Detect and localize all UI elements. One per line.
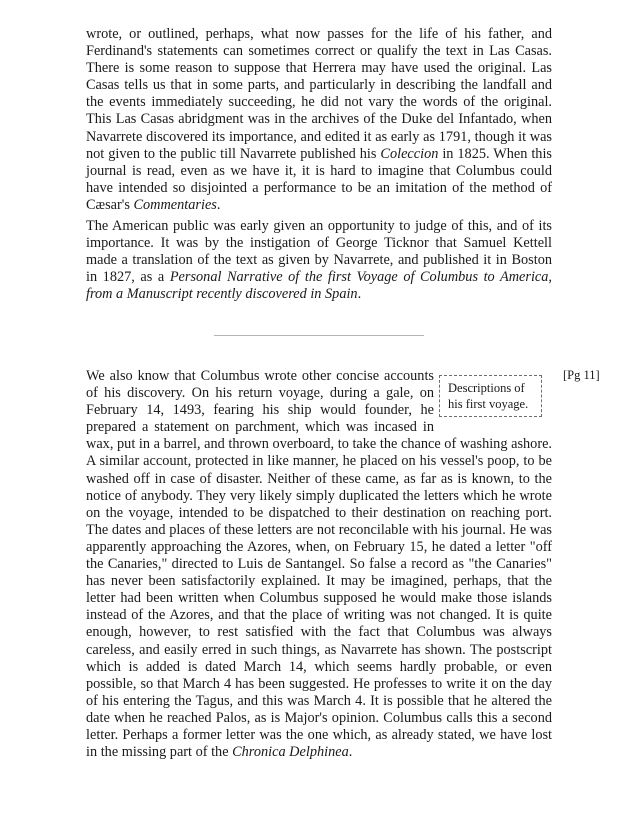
italic-title-commentaries: Commentaries bbox=[133, 196, 217, 213]
page-number: [Pg 11] bbox=[563, 368, 600, 382]
text-run: We also know that Columbus wrote other concise accounts of his discovery. On his return voyage, during a gale, on February 14, 1493, fearing his ship would founder, he prepared a statement on parchment, which was incased in wax, put in a barrel, and thrown overboard, to take the chance of washing ashore. A similar account, protected in like manner, he placed on his vessel's poop, to be washed off in case of disaster. Neither of these came, as far as is known, to the notice of anybody. They very likely simply duplicated the letters which he wrote on the voyage, intended to be dispatched to their destination on reaching port. The dates and places of these letters are not reconcilable with his journal. He was apparently approaching the Azores, when, on February 15, he dated a letter "off the Canaries," directed to Luis de Santangel. So false a record as "the Canaries" has never been satisfactorily explained. It may be imagined, perhaps, that the letter had been written when Columbus supposed he would make those islands instead of the Azores, and that the place of writing was not changed. It is quite enough, however, to rest satisfied with the fact that Columbus was always careless, and easily erred in such things, as Navarrete has shown. The postscript which is added is dated March 14, which seems hardly probable, or even possible, so that March 4 has been suggested. He professes to write it on the day of his entering the Tagus, and this was March 4. It is possible that he altered the date when he reached Palos, as is Major's opinion. Columbus calls this a second letter. Perhaps a former letter was the one which, as already stated, we have lost in the missing part of the bbox=[86, 368, 552, 761]
sidenote-spacer bbox=[434, 368, 552, 434]
sidenote: Descriptions of his first voyage. bbox=[439, 375, 542, 417]
italic-title-coleccion: Coleccion bbox=[380, 145, 439, 162]
italic-title-chronica-delphinea: Chronica Delphinea bbox=[232, 744, 349, 761]
text-run: . bbox=[348, 744, 353, 761]
text-run: wrote, or outlined, perhaps, what now passes for the life of his father, and Ferdinand's statements can sometimes correct or qualify the text in Las Casas. There is some reason to suppose that Herrera may have used the original. Las Casas tells us that in some parts, and particularly in describing the landfall and the events immediately succeeding, he did not vary the words of the original. This Las Casas abridgment was in the archives of the Duke del Infantado, when Navarrete discovered its importance, and edited it as early as 1791, though it was not given to the public till Navarrete published his bbox=[86, 26, 552, 162]
paragraph-las-casas bbox=[86, 26, 552, 214]
section-divider bbox=[214, 335, 424, 336]
text-run: The American public was early given an opportunity to judge of this, and of its importance. It was by the instigation of George Ticknor that Samuel Kettell made a translation of the text as given by Navarrete, and published it in Boston in 1827, as a bbox=[86, 218, 552, 286]
text-run: . bbox=[357, 286, 362, 303]
italic-title-personal-narrative: Personal Narrative of the first Voyage of Columbus to America, from a Manuscript recently discovered in Spain bbox=[86, 269, 552, 303]
paragraph-american-public bbox=[86, 218, 552, 303]
text-run: . bbox=[216, 196, 221, 213]
paragraph-other-accounts bbox=[86, 368, 552, 761]
text-run: in 1825. When this journal is read, even as we have it, it is hard to imagine that Columbus could have intended so disjointed a performance to be an imitation of the method of Cæsar's bbox=[86, 145, 552, 213]
